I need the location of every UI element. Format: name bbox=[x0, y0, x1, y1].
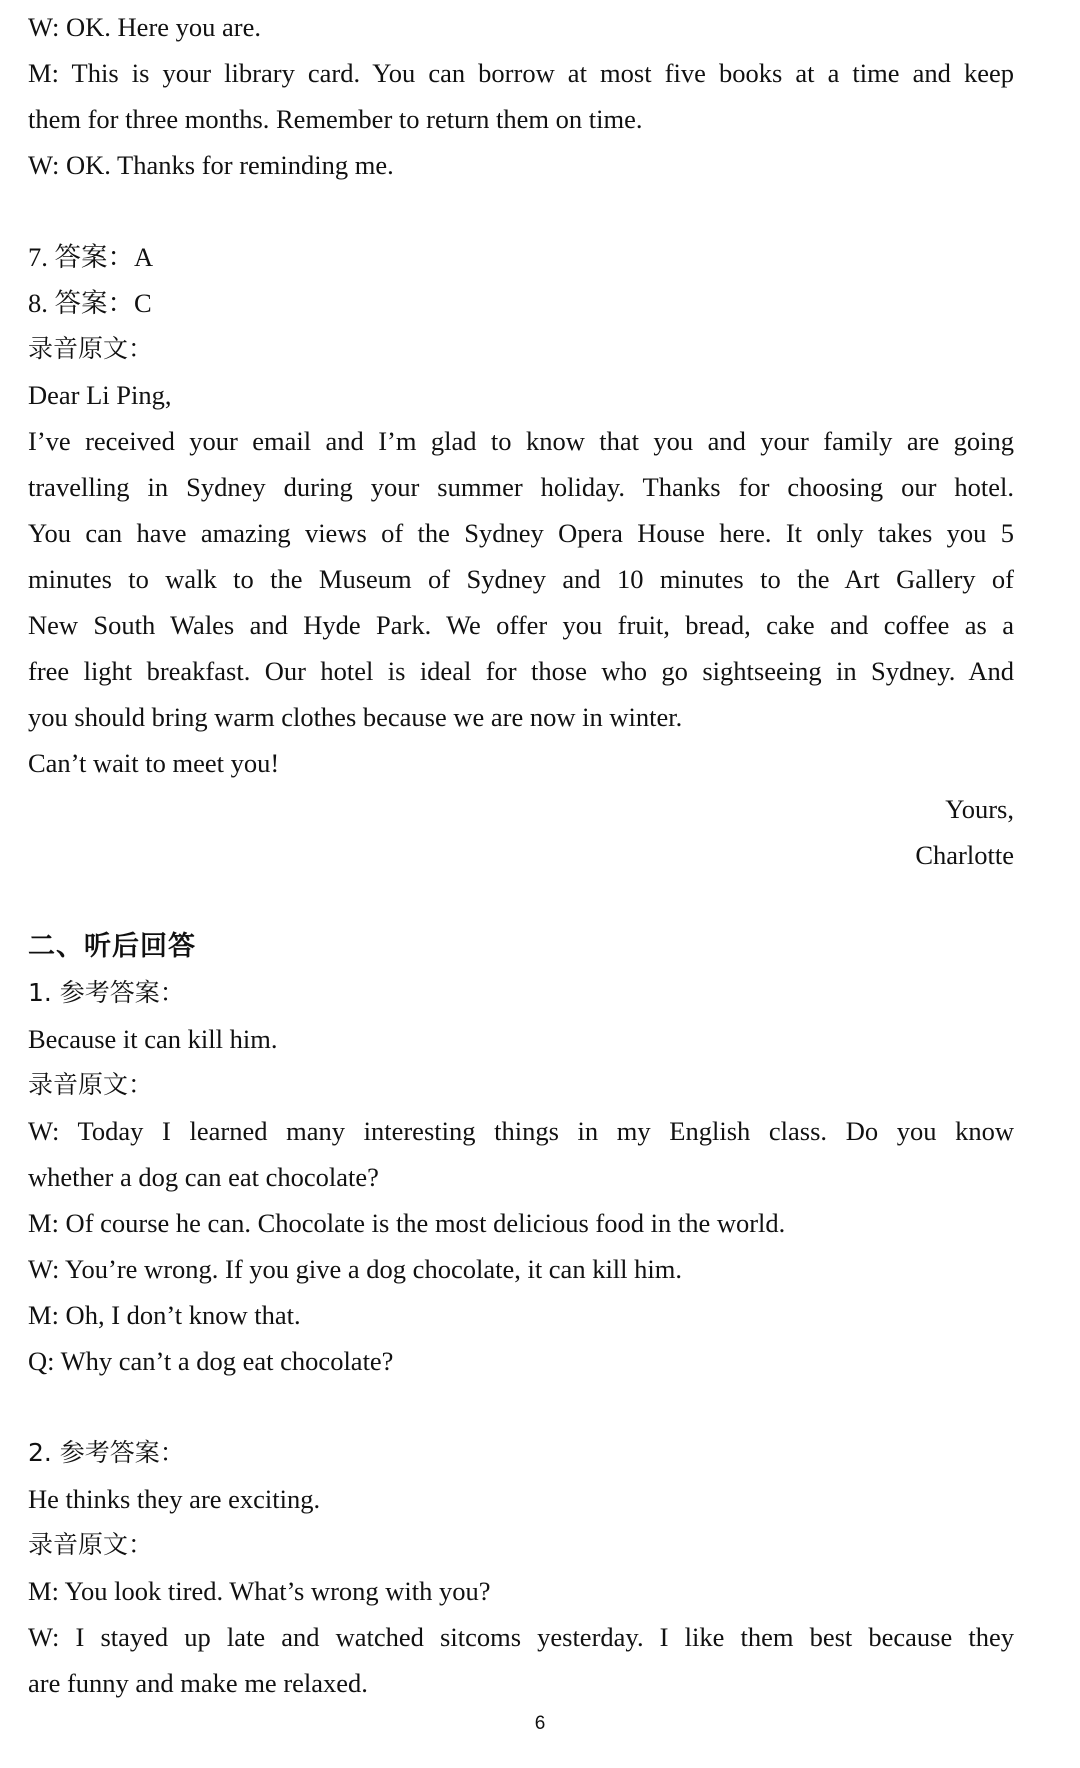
transcript-label: 录音原文： bbox=[28, 1530, 154, 1559]
spacer bbox=[28, 878, 1014, 924]
letter-line: You can have amazing views of the Sydney Opera House here. It only takes you 5 bbox=[28, 518, 1014, 548]
letter-salutation: Dear Li Ping, bbox=[28, 380, 172, 410]
dialogue-line: whether a dog can eat chocolate? bbox=[28, 1162, 379, 1192]
dialogue-line: M: Oh, I don’t know that. bbox=[28, 1300, 301, 1330]
dialogue-line: them for three months. Remember to return them on time. bbox=[28, 104, 643, 134]
letter-line: New South Wales and Hyde Park. We offer you fruit, bread, cake and coffee as a bbox=[28, 610, 1014, 640]
letter-signature: Charlotte bbox=[915, 840, 1014, 870]
page-number: 6 bbox=[534, 1713, 546, 1734]
letter-line: I’ve received your email and I’m glad to know that you and your family are going bbox=[28, 426, 1014, 456]
dialogue-line: W: I stayed up late and watched sitcoms yesterday. I like them best because they bbox=[28, 1622, 1014, 1652]
letter-line: free light breakfast. Our hotel is ideal for those who go sightseeing in Sydney. And bbox=[28, 656, 1014, 686]
document-body bbox=[28, 4, 1014, 1706]
question-line: Q: Why can’t a dog eat chocolate? bbox=[28, 1346, 394, 1376]
answer-label: 1. 参考答案： bbox=[28, 978, 185, 1007]
dialogue-line: M: This is your library card. You can borrow at most five books at a time and keep bbox=[28, 58, 1014, 88]
answer-label: 2. 参考答案： bbox=[28, 1438, 185, 1467]
dialogue-line: M: You look tired. What’s wrong with you? bbox=[28, 1576, 491, 1606]
transcript-label: 录音原文： bbox=[28, 1070, 154, 1099]
answer-line: 8. 答案：C bbox=[28, 288, 152, 318]
dialogue-line: M: Of course he can. Chocolate is the most delicious food in the world. bbox=[28, 1208, 786, 1238]
dialogue-line: W: Today I learned many interesting things in my English class. Do you know bbox=[28, 1116, 1014, 1146]
letter-line: Can’t wait to meet you! bbox=[28, 748, 280, 778]
letter-line: minutes to walk to the Museum of Sydney and 10 minutes to the Art Gallery of bbox=[28, 564, 1014, 594]
spacer bbox=[28, 1384, 1014, 1430]
letter-line: travelling in Sydney during your summer holiday. Thanks for choosing our hotel. bbox=[28, 472, 1014, 502]
transcript-label: 录音原文： bbox=[28, 334, 154, 363]
letter-closing: Yours, bbox=[945, 794, 1014, 824]
answer-line: 7. 答案：A bbox=[28, 242, 154, 272]
dialogue-line: W: You’re wrong. If you give a dog chocolate, it can kill him. bbox=[28, 1254, 683, 1284]
dialogue-line: W: OK. Here you are. bbox=[28, 12, 262, 42]
section-heading: 二、听后回答 bbox=[28, 931, 196, 962]
answer-text: He thinks they are exciting. bbox=[28, 1484, 321, 1514]
letter-line: you should bring warm clothes because we are now in winter. bbox=[28, 702, 683, 732]
spacer bbox=[28, 188, 1014, 234]
dialogue-line: W: OK. Thanks for reminding me. bbox=[28, 150, 394, 180]
dialogue-line: are funny and make me relaxed. bbox=[28, 1668, 368, 1698]
answer-text: Because it can kill him. bbox=[28, 1024, 278, 1054]
